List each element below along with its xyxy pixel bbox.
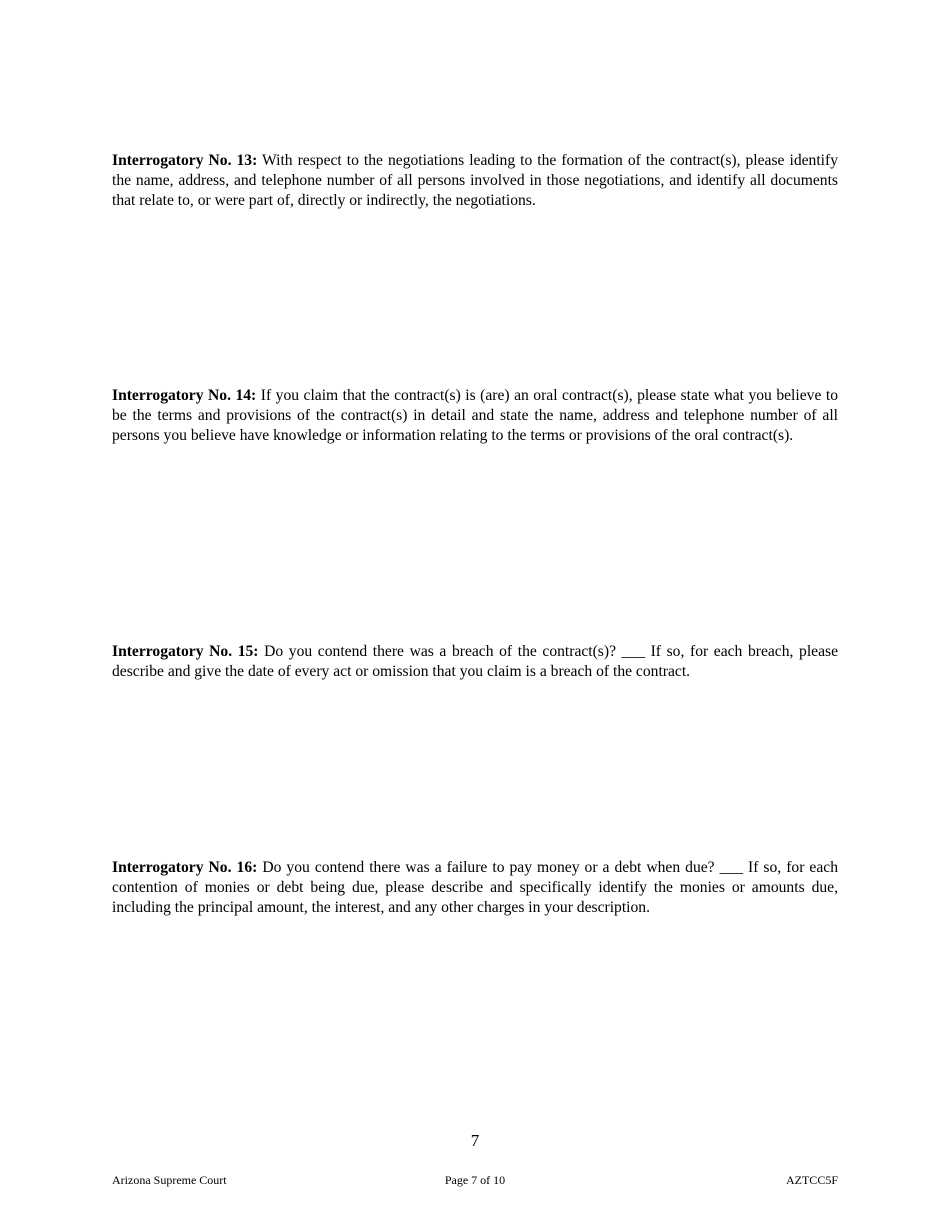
interrogatory-13-label: Interrogatory No. 13: — [112, 152, 258, 169]
page-number: 7 — [470, 1131, 480, 1150]
interrogatory-13-text: With respect to the negotiations leading to the formation of the contract(s), please identify the name, address, and telephone number of all persons involved in those negotiations, and identify all documents that relate to, or were part of, directly or indirectly, the negotiations. — [112, 152, 838, 209]
interrogatory-14-label: Interrogatory No. 14: — [112, 387, 257, 404]
interrogatory-15-text: Do you contend there was a breach of the contract(s)? ___ If so, for each breach, please describe and give the date of every act or omission that you claim is a breach of the contract. — [112, 643, 838, 680]
footer-court-name: Arizona Supreme Court — [112, 1173, 227, 1187]
interrogatory-16-label: Interrogatory No. 16: — [112, 859, 258, 876]
interrogatory-15 — [112, 642, 838, 682]
interrogatory-13 — [112, 151, 838, 210]
interrogatory-16 — [112, 858, 838, 917]
page-footer — [112, 1172, 838, 1188]
footer-form-code: AZTCC5F — [785, 1173, 838, 1187]
footer-page-count: Page 7 of 10 — [444, 1173, 506, 1187]
interrogatory-14-text: If you claim that the contract(s) is (are) an oral contract(s), please state what you believe to be the terms and provisions of the contract(s) in detail and state the name, address and telephone number of all persons you believe have knowledge or information relating to the terms or provisions of the oral contract(s). — [112, 387, 838, 444]
interrogatory-14 — [112, 386, 838, 445]
interrogatory-15-label: Interrogatory No. 15: — [112, 643, 259, 660]
interrogatory-16-text: Do you contend there was a failure to pay money or a debt when due? ___ If so, for each contention of monies or debt being due, please describe and specifically identify the monies or amounts due, including the principal amount, the interest, and any other charges in your description. — [112, 859, 838, 916]
